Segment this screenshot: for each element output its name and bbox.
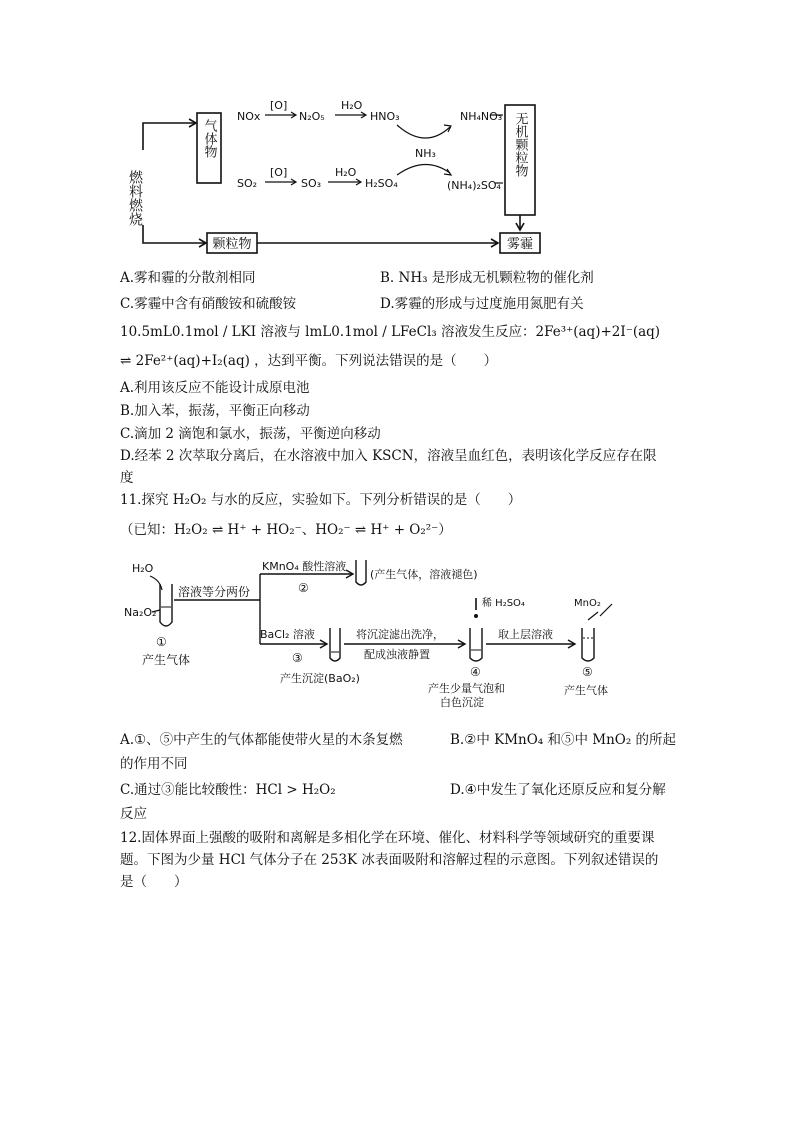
dilute-h2so4-label: 稀 H₂SO₄	[482, 598, 525, 609]
split-label: 溶液等分两份	[178, 585, 251, 599]
q10-stem-line2: ⇌ 2Fe²⁺(aq)+I₂(aq) ，达到平衡。下列说法错误的是（ ）	[120, 353, 498, 369]
h2o2-experiment-diagram	[120, 552, 680, 712]
q11-option-d-line1: D.④中发生了氧化还原反应和复分解	[450, 782, 666, 798]
q11-option-c: C.通过③能比较酸性：HCl > H₂O₂	[120, 782, 336, 798]
kmno4-label: KMnO₄ 酸性溶液	[262, 560, 347, 573]
q10-option-a: A.利用该反应不能设计成原电池	[120, 380, 310, 396]
q9-option-b: B. NH₃ 是形成无机颗粒物的催化剂	[380, 270, 594, 286]
row1-op2: H₂O	[341, 99, 363, 112]
row2-nh4-2so4: (NH₄)₂SO₄	[447, 179, 501, 192]
fuel-combustion-text: 燃料燃烧	[127, 170, 143, 226]
test-tube-5	[582, 628, 594, 661]
row2-so2: SO₂	[237, 177, 258, 190]
q10-option-d-line1: D.经苯 2 次萃取分离后，在水溶液中加入 KSCN，溶液呈血红色，表明该化学反应存在限	[120, 448, 657, 464]
result-4-line2: 白色沉淀	[440, 696, 484, 709]
test-tube-1	[160, 584, 172, 626]
row1-hno3: HNO₃	[370, 110, 400, 123]
wash-label-2: 配成浊液静置	[364, 648, 430, 661]
q9-option-a: A.雾和霾的分散剂相同	[120, 270, 256, 286]
label-2: ②	[298, 581, 309, 595]
precipitate-label: 产生沉淀(BaO₂)	[280, 672, 360, 685]
row2-so3: SO₃	[301, 177, 322, 190]
test-tube-2	[356, 560, 366, 585]
result-4-line1: 产生少量气泡和	[428, 682, 505, 695]
q10-option-c: C.滴加 2 滴饱和氯水，振荡，平衡逆向移动	[120, 426, 381, 442]
sodium-peroxide-label: Na₂O₂	[124, 606, 157, 619]
arrow-to-gas	[143, 123, 195, 150]
row1-nox: NOx	[237, 110, 261, 123]
q12-stem-line3: 是（ ）	[120, 874, 188, 890]
arrow-to-particle	[143, 225, 205, 243]
test-tube-3	[330, 628, 340, 661]
row2-h2so4: H₂SO₄	[365, 177, 398, 190]
nh3-label: NH₃	[415, 147, 436, 160]
q12-stem-line2: 题。下图为少量 HCl 气体分子在 253K 冰表面吸附和溶解过程的示意图。下列叙述错误的	[120, 852, 659, 868]
q10-stem-line1: 10.5mL0.1mol / LKI 溶液与 lmL0.1mol / LFeCl₃ 溶液发生反应：2Fe³⁺(aq)+2I⁻(aq)	[120, 324, 661, 340]
q9-option-c: C.雾霾中含有硝酸铵和硫酸铵	[120, 296, 297, 312]
q11-option-a: A.①、⑤中产生的气体都能使带火星的木条复燃	[120, 732, 403, 748]
row2-op2: H₂O	[335, 166, 357, 179]
label-3: ③	[292, 651, 303, 665]
q10-option-d-line2: 度	[120, 470, 134, 486]
label-4: ④	[470, 665, 481, 679]
bacl2-label: BaCl₂ 溶液	[260, 628, 315, 641]
particle-box-label: 颗粒物	[212, 237, 252, 252]
q9-option-d: D.雾霾的形成与过度施用氮肥有关	[380, 296, 584, 312]
result-2: (产生气体，溶液褪色)	[370, 568, 478, 581]
q10-option-b: B.加入苯，振荡，平衡正向移动	[120, 403, 310, 419]
smog-box-label: 雾霾	[506, 237, 534, 252]
row1-n2o5: N₂O₅	[299, 110, 325, 123]
q11-option-b-line2: 的作用不同	[120, 756, 188, 772]
row1-op1: [O]	[270, 99, 288, 112]
wash-label-1: 将沉淀滤出洗净，	[356, 628, 444, 641]
q11-option-b-line1: B.②中 KMnO₄ 和⑤中 MnO₂ 的所起	[450, 732, 677, 748]
row2-op1: [O]	[270, 166, 288, 179]
water-label: H₂O	[132, 562, 154, 575]
gas-box-label: 气体物	[201, 119, 217, 158]
fuel-combustion-label	[127, 170, 143, 227]
smog-formation-diagram	[125, 95, 545, 265]
take-upper-label: 取上层溶液	[498, 628, 553, 641]
gas-produced-5: 产生气体	[564, 684, 608, 697]
gas-produced-1: 产生气体	[142, 653, 191, 667]
q11-stem-line2: （已知：H₂O₂ ⇌ H⁺ + HO₂⁻、HO₂⁻ ⇌ H⁺ + O₂²⁻）	[120, 522, 452, 538]
label-1: ①	[156, 635, 167, 649]
mno2-label: MnO₂	[574, 598, 601, 609]
q12-stem-line1: 12.固体界面上强酸的吸附和离解是多相化学在环境、催化、材料科学等领域研究的重要课	[120, 830, 655, 846]
test-tube-4	[470, 628, 482, 661]
inorganic-particle-label: 无机颗粒物	[512, 112, 528, 177]
q11-stem-line1: 11.探究 H₂O₂ 与水的反应，实验如下。下列分析错误的是（ ）	[120, 492, 522, 508]
row1-nh4no3: NH₄NO₃	[460, 110, 503, 123]
label-5: ⑤	[582, 665, 593, 679]
q11-option-d-line2: 反应	[120, 806, 147, 822]
